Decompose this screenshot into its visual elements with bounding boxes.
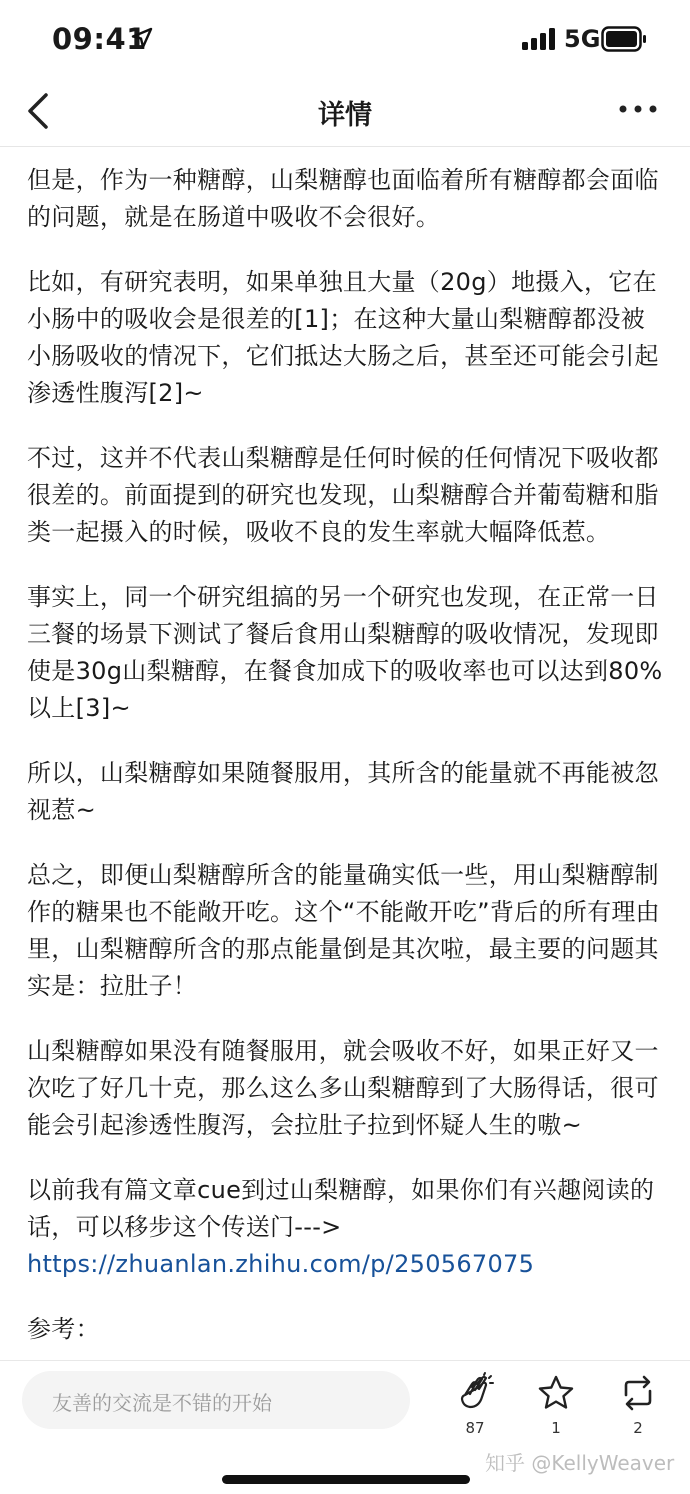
network-type: 5G xyxy=(564,25,601,53)
star-icon xyxy=(536,1373,576,1413)
watermark: 知乎 @KellyWeaver xyxy=(485,1451,675,1475)
comment-input[interactable] xyxy=(22,1371,410,1429)
location-arrow-icon xyxy=(131,27,153,49)
navigation-bar xyxy=(0,80,690,147)
link-paragraph xyxy=(27,1172,667,1283)
article-paragraph: 山梨糖醇如果没有随餐服用，就会吸收不好，如果正好又一次吃了好几十克，那么这么多山梨糖醇到了大肠得话，很可能会引起渗透性腹泻，会拉肚子拉到怀疑人生的嗷~ xyxy=(27,1037,659,1139)
applause-button[interactable] xyxy=(440,1373,510,1443)
references-heading: 参考： xyxy=(27,1315,100,1343)
clapping-hands-icon xyxy=(455,1373,495,1413)
cellular-signal-icon xyxy=(522,28,558,50)
link-paragraph-text: 以前我有篇文章cue到过山梨糖醇，如果你们有兴趣阅读的话，可以移步这个传送门---> xyxy=(27,1176,655,1241)
applause-count: 87 xyxy=(465,1419,485,1437)
article-paragraph: 比如，有研究表明，如果单独且大量（20g）地摄入，它在小肠中的吸收会是很差的[1]；在这种大量山梨糖醇都没被小肠吸收的情况下，它们抵达大肠之后，甚至还可能会引起渗透性腹泻[2]~ xyxy=(27,268,659,407)
article-paragraph: 所以，山梨糖醇如果随餐服用，其所含的能量就不再能被忽视惹~ xyxy=(27,759,659,824)
article-paragraph: 但是，作为一种糖醇，山梨糖醇也面临着所有糖醇都会面临的问题，就是在肠道中吸收不会很好。 xyxy=(27,166,659,231)
article-paragraph: 事实上，同一个研究组搞的另一个研究也发现，在正常一日三餐的场景下测试了餐后食用山梨糖醇的吸收情况，发现即使是30g山梨糖醇，在餐食加成下的吸收率也可以达到80%以上[3]~ xyxy=(27,583,663,722)
battery-icon xyxy=(601,26,647,52)
repost-icon xyxy=(618,1373,658,1413)
status-bar xyxy=(0,0,690,80)
page-title: 详情 xyxy=(318,100,372,131)
article-paragraph: 不过，这并不代表山梨糖醇是任何时候的任何情况下吸收都很差的。前面提到的研究也发现，山梨糖醇合并葡萄糖和脂类一起摄入的时候，吸收不良的发生率就大幅降低惹。 xyxy=(27,444,659,546)
status-time: 09:41 xyxy=(52,22,147,56)
article-link[interactable]: https://zhuanlan.zhihu.com/p/250567075 xyxy=(27,1250,535,1278)
repost-count: 2 xyxy=(633,1419,643,1437)
home-indicator xyxy=(222,1475,470,1484)
more-options-icon[interactable] xyxy=(618,102,658,116)
bottom-action-bar xyxy=(0,1360,690,1494)
repost-button[interactable] xyxy=(603,1373,673,1443)
article-body xyxy=(27,162,667,1362)
favorite-count: 1 xyxy=(551,1419,561,1437)
favorite-button[interactable] xyxy=(521,1373,591,1443)
article-paragraph: 总之，即便山梨糖醇所含的能量确实低一些，用山梨糖醇制作的糖果也不能敞开吃。这个“不能敞开吃”背后的所有理由里，山梨糖醇所含的那点能量倒是其次啦，最主要的问题其实是：拉肚子！ xyxy=(27,861,660,1000)
comment-placeholder: 友善的交流是不错的开始 xyxy=(52,1391,272,1415)
